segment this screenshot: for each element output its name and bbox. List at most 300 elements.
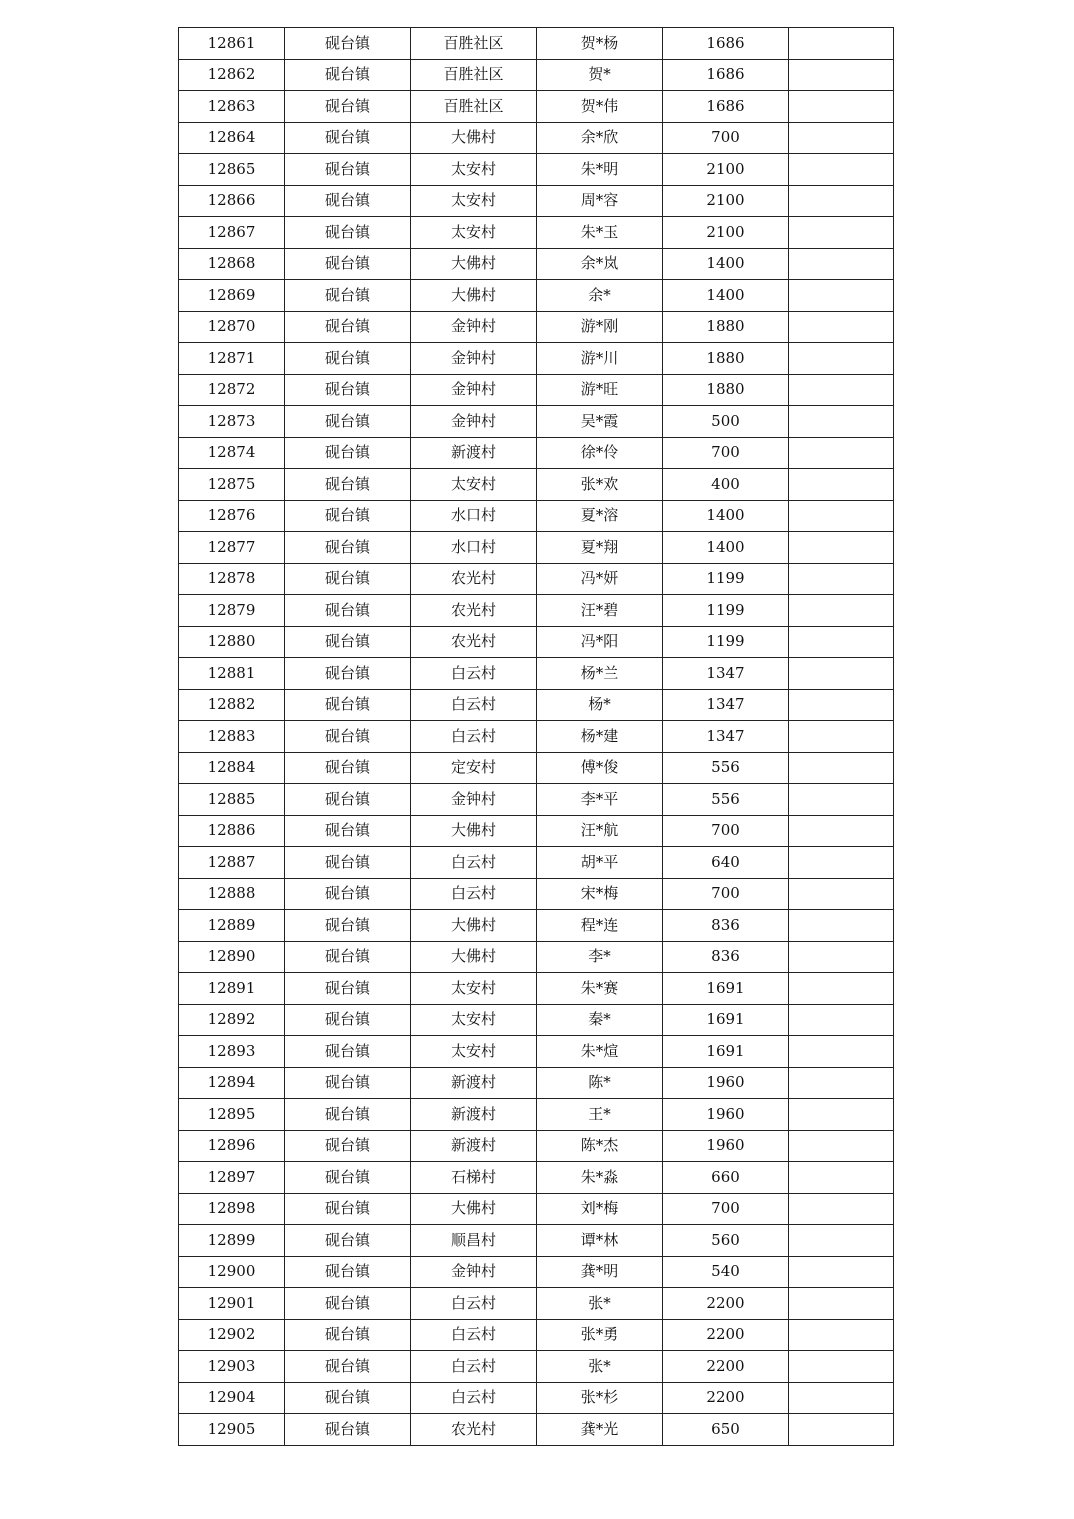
table-row bbox=[179, 1099, 894, 1131]
amount-cell: 836 bbox=[663, 910, 789, 942]
amount-cell: 1400 bbox=[663, 248, 789, 280]
village-cell: 太安村 bbox=[411, 154, 537, 186]
remark-cell bbox=[789, 1351, 894, 1383]
table-row bbox=[179, 1036, 894, 1068]
remark-cell bbox=[789, 1193, 894, 1225]
amount-cell: 700 bbox=[663, 815, 789, 847]
table-row bbox=[179, 343, 894, 375]
name-cell: 朱*明 bbox=[537, 154, 663, 186]
village-cell: 大佛村 bbox=[411, 910, 537, 942]
amount-cell: 660 bbox=[663, 1162, 789, 1194]
serial-number-cell: 12873 bbox=[179, 406, 285, 438]
town-cell: 砚台镇 bbox=[285, 469, 411, 501]
serial-number-cell: 12889 bbox=[179, 910, 285, 942]
town-cell: 砚台镇 bbox=[285, 1319, 411, 1351]
amount-cell: 1691 bbox=[663, 1036, 789, 1068]
serial-number-cell: 12892 bbox=[179, 1004, 285, 1036]
serial-number-cell: 12897 bbox=[179, 1162, 285, 1194]
name-cell: 杨* bbox=[537, 689, 663, 721]
remark-cell bbox=[789, 1130, 894, 1162]
remark-cell bbox=[789, 248, 894, 280]
town-cell: 砚台镇 bbox=[285, 406, 411, 438]
village-cell: 大佛村 bbox=[411, 815, 537, 847]
amount-cell: 1691 bbox=[663, 1004, 789, 1036]
town-cell: 砚台镇 bbox=[285, 1351, 411, 1383]
village-cell: 农光村 bbox=[411, 626, 537, 658]
name-cell: 李*平 bbox=[537, 784, 663, 816]
village-cell: 大佛村 bbox=[411, 280, 537, 312]
name-cell: 张*杉 bbox=[537, 1382, 663, 1414]
table-row bbox=[179, 532, 894, 564]
serial-number-cell: 12905 bbox=[179, 1414, 285, 1446]
table-row bbox=[179, 721, 894, 753]
table-row bbox=[179, 154, 894, 186]
serial-number-cell: 12868 bbox=[179, 248, 285, 280]
name-cell: 秦* bbox=[537, 1004, 663, 1036]
village-cell: 农光村 bbox=[411, 595, 537, 627]
town-cell: 砚台镇 bbox=[285, 500, 411, 532]
remark-cell bbox=[789, 721, 894, 753]
serial-number-cell: 12893 bbox=[179, 1036, 285, 1068]
table-row bbox=[179, 1225, 894, 1257]
table-row bbox=[179, 1067, 894, 1099]
town-cell: 砚台镇 bbox=[285, 28, 411, 60]
name-cell: 张* bbox=[537, 1288, 663, 1320]
name-cell: 程*连 bbox=[537, 910, 663, 942]
serial-number-cell: 12900 bbox=[179, 1256, 285, 1288]
amount-cell: 556 bbox=[663, 784, 789, 816]
village-cell: 新渡村 bbox=[411, 1130, 537, 1162]
serial-number-cell: 12880 bbox=[179, 626, 285, 658]
serial-number-cell: 12895 bbox=[179, 1099, 285, 1131]
table-row bbox=[179, 28, 894, 60]
table-row bbox=[179, 122, 894, 154]
name-cell: 余*岚 bbox=[537, 248, 663, 280]
serial-number-cell: 12867 bbox=[179, 217, 285, 249]
serial-number-cell: 12874 bbox=[179, 437, 285, 469]
amount-cell: 1199 bbox=[663, 626, 789, 658]
amount-cell: 1960 bbox=[663, 1067, 789, 1099]
remark-cell bbox=[789, 847, 894, 879]
amount-cell: 1347 bbox=[663, 721, 789, 753]
town-cell: 砚台镇 bbox=[285, 1193, 411, 1225]
serial-number-cell: 12898 bbox=[179, 1193, 285, 1225]
village-cell: 太安村 bbox=[411, 469, 537, 501]
serial-number-cell: 12894 bbox=[179, 1067, 285, 1099]
town-cell: 砚台镇 bbox=[285, 752, 411, 784]
records-table-body bbox=[179, 28, 894, 1446]
town-cell: 砚台镇 bbox=[285, 1099, 411, 1131]
name-cell: 龚*明 bbox=[537, 1256, 663, 1288]
table-row bbox=[179, 1162, 894, 1194]
table-row bbox=[179, 1319, 894, 1351]
table-row bbox=[179, 437, 894, 469]
table-row bbox=[179, 311, 894, 343]
name-cell: 刘*梅 bbox=[537, 1193, 663, 1225]
name-cell: 游*刚 bbox=[537, 311, 663, 343]
table-row bbox=[179, 1193, 894, 1225]
table-row bbox=[179, 1414, 894, 1446]
village-cell: 白云村 bbox=[411, 847, 537, 879]
town-cell: 砚台镇 bbox=[285, 1225, 411, 1257]
amount-cell: 560 bbox=[663, 1225, 789, 1257]
amount-cell: 2100 bbox=[663, 185, 789, 217]
village-cell: 太安村 bbox=[411, 1004, 537, 1036]
village-cell: 水口村 bbox=[411, 500, 537, 532]
remark-cell bbox=[789, 1288, 894, 1320]
amount-cell: 500 bbox=[663, 406, 789, 438]
name-cell: 游*旺 bbox=[537, 374, 663, 406]
town-cell: 砚台镇 bbox=[285, 689, 411, 721]
name-cell: 张*勇 bbox=[537, 1319, 663, 1351]
remark-cell bbox=[789, 689, 894, 721]
table-row bbox=[179, 469, 894, 501]
name-cell: 冯*阳 bbox=[537, 626, 663, 658]
table-row bbox=[179, 280, 894, 312]
town-cell: 砚台镇 bbox=[285, 343, 411, 375]
table-row bbox=[179, 910, 894, 942]
table-row bbox=[179, 658, 894, 690]
town-cell: 砚台镇 bbox=[285, 1162, 411, 1194]
name-cell: 张* bbox=[537, 1351, 663, 1383]
name-cell: 吴*霞 bbox=[537, 406, 663, 438]
table-row bbox=[179, 815, 894, 847]
village-cell: 顺昌村 bbox=[411, 1225, 537, 1257]
remark-cell bbox=[789, 91, 894, 123]
serial-number-cell: 12865 bbox=[179, 154, 285, 186]
name-cell: 徐*伶 bbox=[537, 437, 663, 469]
serial-number-cell: 12878 bbox=[179, 563, 285, 595]
amount-cell: 700 bbox=[663, 878, 789, 910]
amount-cell: 2200 bbox=[663, 1288, 789, 1320]
remark-cell bbox=[789, 1162, 894, 1194]
remark-cell bbox=[789, 815, 894, 847]
remark-cell bbox=[789, 217, 894, 249]
village-cell: 白云村 bbox=[411, 1351, 537, 1383]
serial-number-cell: 12887 bbox=[179, 847, 285, 879]
village-cell: 百胜社区 bbox=[411, 59, 537, 91]
amount-cell: 640 bbox=[663, 847, 789, 879]
serial-number-cell: 12877 bbox=[179, 532, 285, 564]
amount-cell: 2100 bbox=[663, 154, 789, 186]
amount-cell: 700 bbox=[663, 1193, 789, 1225]
amount-cell: 836 bbox=[663, 941, 789, 973]
table-row bbox=[179, 752, 894, 784]
remark-cell bbox=[789, 1036, 894, 1068]
name-cell: 余* bbox=[537, 280, 663, 312]
remark-cell bbox=[789, 973, 894, 1005]
table-row bbox=[179, 1351, 894, 1383]
serial-number-cell: 12870 bbox=[179, 311, 285, 343]
name-cell: 杨*兰 bbox=[537, 658, 663, 690]
village-cell: 太安村 bbox=[411, 973, 537, 1005]
village-cell: 金钟村 bbox=[411, 406, 537, 438]
serial-number-cell: 12903 bbox=[179, 1351, 285, 1383]
remark-cell bbox=[789, 1067, 894, 1099]
town-cell: 砚台镇 bbox=[285, 248, 411, 280]
name-cell: 朱*玉 bbox=[537, 217, 663, 249]
remark-cell bbox=[789, 59, 894, 91]
amount-cell: 1686 bbox=[663, 91, 789, 123]
village-cell: 白云村 bbox=[411, 658, 537, 690]
village-cell: 水口村 bbox=[411, 532, 537, 564]
town-cell: 砚台镇 bbox=[285, 1004, 411, 1036]
remark-cell bbox=[789, 752, 894, 784]
name-cell: 宋*梅 bbox=[537, 878, 663, 910]
name-cell: 张*欢 bbox=[537, 469, 663, 501]
name-cell: 游*川 bbox=[537, 343, 663, 375]
name-cell: 杨*建 bbox=[537, 721, 663, 753]
serial-number-cell: 12863 bbox=[179, 91, 285, 123]
serial-number-cell: 12882 bbox=[179, 689, 285, 721]
town-cell: 砚台镇 bbox=[285, 910, 411, 942]
table-row bbox=[179, 1382, 894, 1414]
name-cell: 周*容 bbox=[537, 185, 663, 217]
serial-number-cell: 12902 bbox=[179, 1319, 285, 1351]
village-cell: 太安村 bbox=[411, 185, 537, 217]
amount-cell: 700 bbox=[663, 122, 789, 154]
amount-cell: 1880 bbox=[663, 311, 789, 343]
village-cell: 新渡村 bbox=[411, 1099, 537, 1131]
remark-cell bbox=[789, 437, 894, 469]
amount-cell: 2200 bbox=[663, 1382, 789, 1414]
amount-cell: 1347 bbox=[663, 658, 789, 690]
table-row bbox=[179, 248, 894, 280]
village-cell: 新渡村 bbox=[411, 1067, 537, 1099]
amount-cell: 1199 bbox=[663, 563, 789, 595]
village-cell: 新渡村 bbox=[411, 437, 537, 469]
table-row bbox=[179, 878, 894, 910]
serial-number-cell: 12875 bbox=[179, 469, 285, 501]
serial-number-cell: 12862 bbox=[179, 59, 285, 91]
remark-cell bbox=[789, 28, 894, 60]
village-cell: 大佛村 bbox=[411, 248, 537, 280]
amount-cell: 1347 bbox=[663, 689, 789, 721]
amount-cell: 1199 bbox=[663, 595, 789, 627]
table-row bbox=[179, 1288, 894, 1320]
serial-number-cell: 12904 bbox=[179, 1382, 285, 1414]
table-row bbox=[179, 941, 894, 973]
amount-cell: 1400 bbox=[663, 532, 789, 564]
table-row bbox=[179, 563, 894, 595]
village-cell: 大佛村 bbox=[411, 1193, 537, 1225]
town-cell: 砚台镇 bbox=[285, 311, 411, 343]
town-cell: 砚台镇 bbox=[285, 185, 411, 217]
serial-number-cell: 12869 bbox=[179, 280, 285, 312]
village-cell: 农光村 bbox=[411, 1414, 537, 1446]
town-cell: 砚台镇 bbox=[285, 1036, 411, 1068]
remark-cell bbox=[789, 500, 894, 532]
table-row bbox=[179, 1130, 894, 1162]
table-row bbox=[179, 59, 894, 91]
village-cell: 大佛村 bbox=[411, 941, 537, 973]
name-cell: 贺* bbox=[537, 59, 663, 91]
table-row bbox=[179, 689, 894, 721]
name-cell: 王* bbox=[537, 1099, 663, 1131]
town-cell: 砚台镇 bbox=[285, 847, 411, 879]
serial-number-cell: 12879 bbox=[179, 595, 285, 627]
serial-number-cell: 12884 bbox=[179, 752, 285, 784]
village-cell: 金钟村 bbox=[411, 343, 537, 375]
table-row bbox=[179, 1004, 894, 1036]
serial-number-cell: 12899 bbox=[179, 1225, 285, 1257]
town-cell: 砚台镇 bbox=[285, 563, 411, 595]
remark-cell bbox=[789, 658, 894, 690]
name-cell: 朱*煊 bbox=[537, 1036, 663, 1068]
name-cell: 贺*伟 bbox=[537, 91, 663, 123]
amount-cell: 1400 bbox=[663, 280, 789, 312]
village-cell: 大佛村 bbox=[411, 122, 537, 154]
remark-cell bbox=[789, 532, 894, 564]
town-cell: 砚台镇 bbox=[285, 217, 411, 249]
remark-cell bbox=[789, 343, 894, 375]
amount-cell: 2100 bbox=[663, 217, 789, 249]
village-cell: 定安村 bbox=[411, 752, 537, 784]
remark-cell bbox=[789, 280, 894, 312]
amount-cell: 2200 bbox=[663, 1351, 789, 1383]
village-cell: 金钟村 bbox=[411, 784, 537, 816]
serial-number-cell: 12888 bbox=[179, 878, 285, 910]
remark-cell bbox=[789, 563, 894, 595]
serial-number-cell: 12883 bbox=[179, 721, 285, 753]
remark-cell bbox=[789, 595, 894, 627]
town-cell: 砚台镇 bbox=[285, 437, 411, 469]
village-cell: 石梯村 bbox=[411, 1162, 537, 1194]
serial-number-cell: 12881 bbox=[179, 658, 285, 690]
remark-cell bbox=[789, 878, 894, 910]
town-cell: 砚台镇 bbox=[285, 1414, 411, 1446]
serial-number-cell: 12896 bbox=[179, 1130, 285, 1162]
table-row bbox=[179, 595, 894, 627]
name-cell: 贺*杨 bbox=[537, 28, 663, 60]
town-cell: 砚台镇 bbox=[285, 815, 411, 847]
town-cell: 砚台镇 bbox=[285, 122, 411, 154]
remark-cell bbox=[789, 122, 894, 154]
village-cell: 白云村 bbox=[411, 721, 537, 753]
name-cell: 胡*平 bbox=[537, 847, 663, 879]
serial-number-cell: 12885 bbox=[179, 784, 285, 816]
amount-cell: 400 bbox=[663, 469, 789, 501]
village-cell: 太安村 bbox=[411, 217, 537, 249]
remark-cell bbox=[789, 784, 894, 816]
amount-cell: 1686 bbox=[663, 59, 789, 91]
name-cell: 朱*淼 bbox=[537, 1162, 663, 1194]
village-cell: 百胜社区 bbox=[411, 91, 537, 123]
town-cell: 砚台镇 bbox=[285, 1256, 411, 1288]
town-cell: 砚台镇 bbox=[285, 878, 411, 910]
village-cell: 太安村 bbox=[411, 1036, 537, 1068]
name-cell: 李* bbox=[537, 941, 663, 973]
town-cell: 砚台镇 bbox=[285, 626, 411, 658]
table-row bbox=[179, 784, 894, 816]
table-row bbox=[179, 973, 894, 1005]
village-cell: 农光村 bbox=[411, 563, 537, 595]
town-cell: 砚台镇 bbox=[285, 1382, 411, 1414]
town-cell: 砚台镇 bbox=[285, 721, 411, 753]
serial-number-cell: 12866 bbox=[179, 185, 285, 217]
table-row bbox=[179, 374, 894, 406]
table-row bbox=[179, 847, 894, 879]
remark-cell bbox=[789, 941, 894, 973]
serial-number-cell: 12901 bbox=[179, 1288, 285, 1320]
serial-number-cell: 12891 bbox=[179, 973, 285, 1005]
remark-cell bbox=[789, 406, 894, 438]
name-cell: 陈* bbox=[537, 1067, 663, 1099]
table-row bbox=[179, 500, 894, 532]
amount-cell: 2200 bbox=[663, 1319, 789, 1351]
amount-cell: 700 bbox=[663, 437, 789, 469]
serial-number-cell: 12861 bbox=[179, 28, 285, 60]
town-cell: 砚台镇 bbox=[285, 532, 411, 564]
amount-cell: 650 bbox=[663, 1414, 789, 1446]
town-cell: 砚台镇 bbox=[285, 941, 411, 973]
remark-cell bbox=[789, 154, 894, 186]
village-cell: 金钟村 bbox=[411, 1256, 537, 1288]
name-cell: 朱*赛 bbox=[537, 973, 663, 1005]
name-cell: 龚*光 bbox=[537, 1414, 663, 1446]
remark-cell bbox=[789, 1382, 894, 1414]
remark-cell bbox=[789, 1225, 894, 1257]
village-cell: 百胜社区 bbox=[411, 28, 537, 60]
name-cell: 余*欣 bbox=[537, 122, 663, 154]
remark-cell bbox=[789, 1099, 894, 1131]
table-row bbox=[179, 217, 894, 249]
town-cell: 砚台镇 bbox=[285, 658, 411, 690]
town-cell: 砚台镇 bbox=[285, 154, 411, 186]
village-cell: 金钟村 bbox=[411, 374, 537, 406]
amount-cell: 1880 bbox=[663, 343, 789, 375]
name-cell: 傅*俊 bbox=[537, 752, 663, 784]
name-cell: 夏*溶 bbox=[537, 500, 663, 532]
village-cell: 白云村 bbox=[411, 1382, 537, 1414]
name-cell: 汪*航 bbox=[537, 815, 663, 847]
village-cell: 金钟村 bbox=[411, 311, 537, 343]
town-cell: 砚台镇 bbox=[285, 595, 411, 627]
remark-cell bbox=[789, 626, 894, 658]
amount-cell: 556 bbox=[663, 752, 789, 784]
remark-cell bbox=[789, 1256, 894, 1288]
table-row bbox=[179, 1256, 894, 1288]
serial-number-cell: 12876 bbox=[179, 500, 285, 532]
town-cell: 砚台镇 bbox=[285, 59, 411, 91]
serial-number-cell: 12864 bbox=[179, 122, 285, 154]
serial-number-cell: 12871 bbox=[179, 343, 285, 375]
town-cell: 砚台镇 bbox=[285, 91, 411, 123]
table-row bbox=[179, 406, 894, 438]
amount-cell: 1960 bbox=[663, 1099, 789, 1131]
amount-cell: 1686 bbox=[663, 28, 789, 60]
remark-cell bbox=[789, 1004, 894, 1036]
amount-cell: 540 bbox=[663, 1256, 789, 1288]
remark-cell bbox=[789, 1414, 894, 1446]
town-cell: 砚台镇 bbox=[285, 1130, 411, 1162]
town-cell: 砚台镇 bbox=[285, 280, 411, 312]
village-cell: 白云村 bbox=[411, 878, 537, 910]
remark-cell bbox=[789, 185, 894, 217]
serial-number-cell: 12886 bbox=[179, 815, 285, 847]
town-cell: 砚台镇 bbox=[285, 1067, 411, 1099]
village-cell: 白云村 bbox=[411, 689, 537, 721]
name-cell: 冯*妍 bbox=[537, 563, 663, 595]
table-row bbox=[179, 91, 894, 123]
town-cell: 砚台镇 bbox=[285, 784, 411, 816]
town-cell: 砚台镇 bbox=[285, 1288, 411, 1320]
town-cell: 砚台镇 bbox=[285, 374, 411, 406]
village-cell: 白云村 bbox=[411, 1288, 537, 1320]
remark-cell bbox=[789, 311, 894, 343]
serial-number-cell: 12890 bbox=[179, 941, 285, 973]
serial-number-cell: 12872 bbox=[179, 374, 285, 406]
